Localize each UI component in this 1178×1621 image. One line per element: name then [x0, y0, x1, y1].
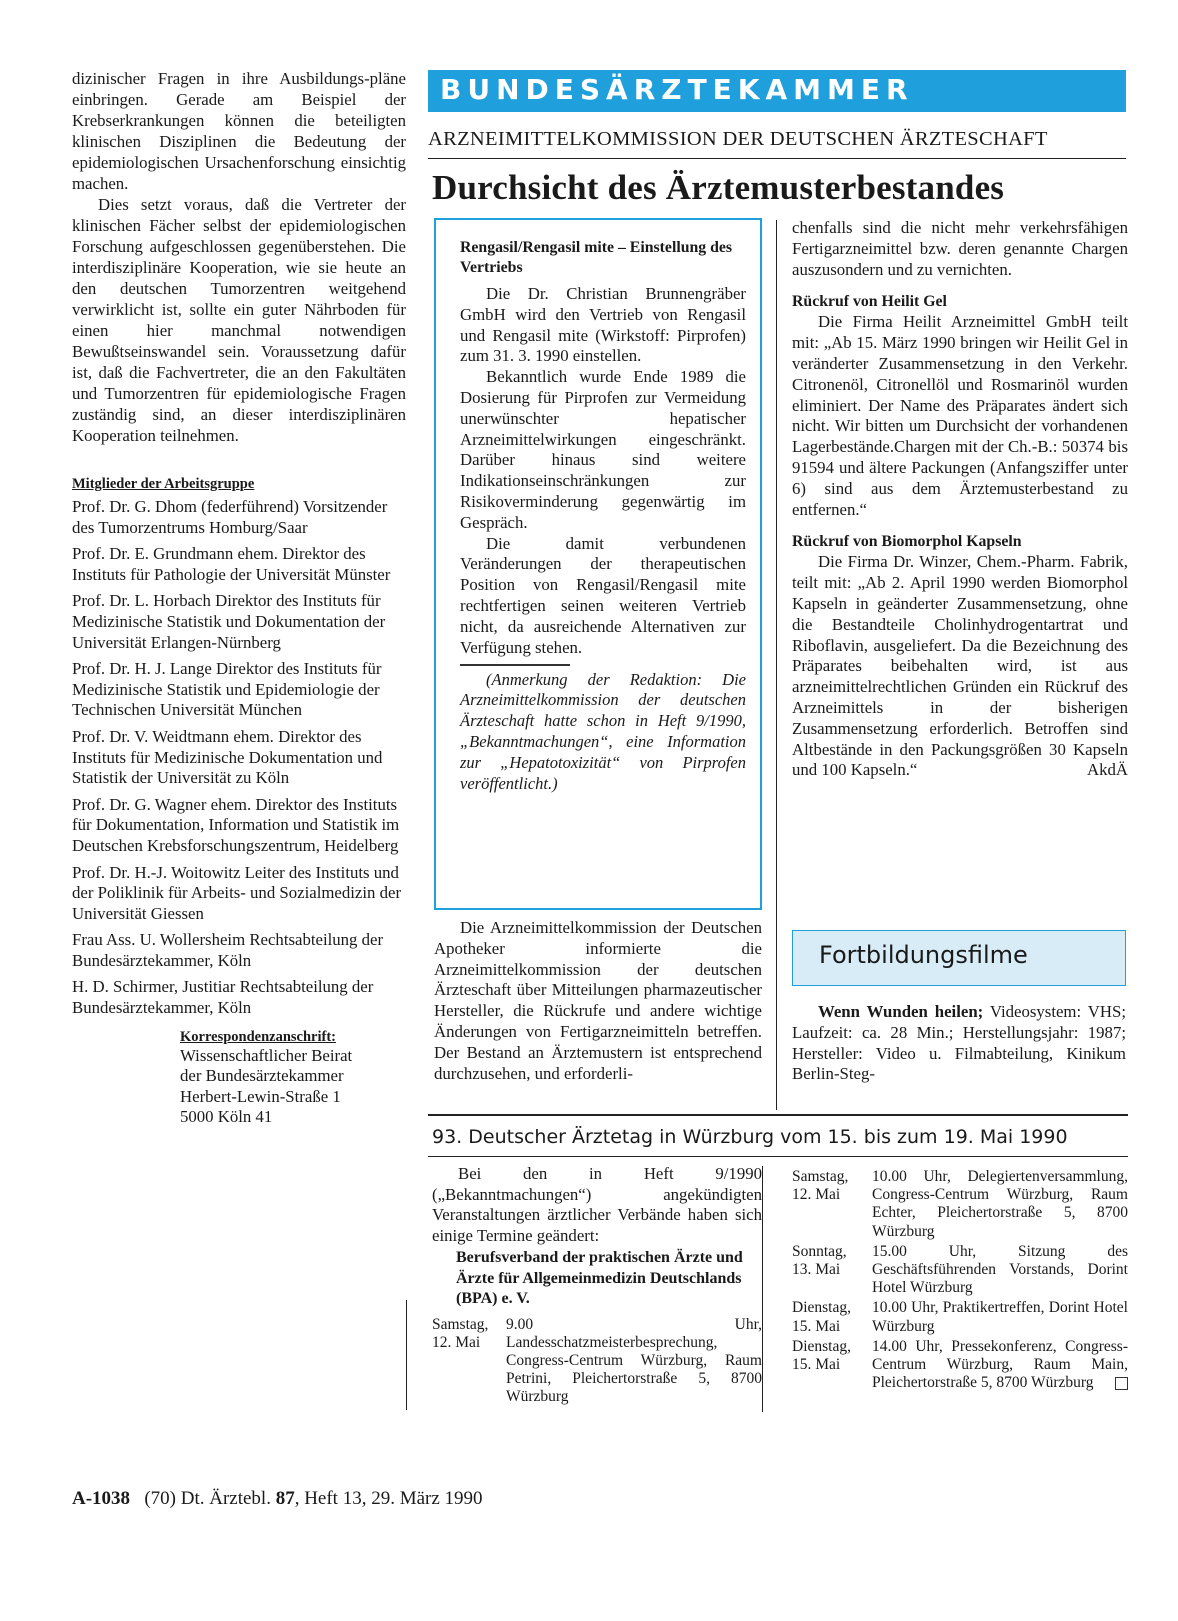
member-entry: Prof. Dr. L. Horbach Direktor des Instituts für Medizinische Statistik und Dokumentation der Universität Erlangen-Nürnberg: [72, 591, 386, 652]
left-column: [72, 68, 406, 1128]
films-title: Fortbildungsfilme: [819, 941, 1028, 969]
divider: [428, 1156, 1128, 1157]
article-body: [434, 918, 762, 1084]
aerztetag-left: [432, 1164, 762, 1407]
divider: [460, 664, 570, 665]
schedule-entry: [792, 1338, 1128, 1393]
member-entry: Prof. Dr. H. J. Lange Direktor des Instituts für Medizinische Statistik und Epidemiologie der Technischen Universität München: [72, 659, 382, 720]
schedule-entry: [792, 1299, 1128, 1335]
schedule-date: 12. Mai: [792, 1186, 841, 1204]
aerztetag-intro: Bei den in Heft 9/1990 („Bekanntmachungen“) angekündigten Veranstaltungen ärztlicher Verbände haben sich einige Termine geändert:: [432, 1164, 762, 1245]
recall-paragraph: Die Firma Heilit Arzneimittel GmbH teilt mit: „Ab 15. März 1990 bringen wir Heilit Gel in veränderter Zusammensetzung in den Verkehr. Citronenöl, Citronellöl und Rosmarinöl wurden eliminiert. Der Name des Präparates ändert sich nicht. Wir bitten um Durchsicht der vorhandenen Lagerbestände.Chargen mit der Ch.-B.: 50374 bis 91594 und ältere Packungen (Anfangsziffer unter 6) sind aus dem Ärztemusterbestand zu entfernen.“: [792, 312, 1128, 519]
commission-title: ARZNEIMITTELKOMMISSION DER DEUTSCHEN ÄRZTESCHAFT: [428, 128, 1048, 150]
correspondence-line: Wissenschaftlicher Beirat: [180, 1045, 353, 1065]
boxed-article: [460, 238, 746, 794]
column-divider: [776, 220, 777, 1110]
members-heading: Mitglieder der Arbeitsgruppe: [72, 476, 255, 492]
correspondence-line: der Bundesärztekammer: [180, 1066, 344, 1086]
member-entry: Prof. Dr. G. Dhom (federführend) Vorsitzender des Tumorzentrums Homburg/Saar: [72, 497, 388, 537]
organization-name: Berufsverband der praktischen Ärzte und Ärzte für Allgemeinmedizin Deutschlands (BPA) e. V.: [456, 1249, 743, 1307]
member-entry: Prof. Dr. V. Weidtmann ehem. Direktor des Instituts für Medizinische Dokumentation und Statistik der Universität zu Köln: [72, 726, 383, 788]
schedule-entry: [792, 1168, 1128, 1241]
member-entry: H. D. Schirmer, Justitiar Rechtsabteilung der Bundesärztekammer, Köln: [72, 977, 374, 1018]
schedule-day: Dienstag,: [792, 1299, 851, 1317]
divider: [428, 158, 1126, 159]
schedule-day: Dienstag,: [792, 1337, 851, 1355]
recall-paragraph: Die Firma Dr. Winzer, Chem.-Pharm. Fabrik, teilt mit: „Ab 2. April 1990 werden Biomorphol Kapseln in geänderter Zusammensetzung, ohne die Bestandteile Cholinhydrogentartrat und Riboflavin, ausgeliefert. Da die Bezeichnung des Präparates beibehalten wird, ist aus arzneimittelrechtlichen Gründen ein Rückruf des Arzneimittels in der bisherigen Zusammensetzung erforderlich. Betroffen sind Altbestände in den Packungsgrößen 30 Kapseln und 100 Kapseln.“: [792, 552, 1128, 780]
end-mark-icon: [1115, 1377, 1128, 1390]
schedule-text: 10.00 Uhr, Praktikertreffen, Dorint Hotel Würzburg: [872, 1299, 1128, 1335]
headline: Durchsicht des Ärztemusterbestandes: [432, 168, 1005, 207]
recall-heading: Rückruf von Biomorphol Kapseln: [792, 533, 1022, 551]
signature: AkdÄ: [1086, 760, 1128, 780]
divider: [428, 1114, 1128, 1116]
member-entry: Prof. Dr. G. Wagner ehem. Direktor des Instituts für Dokumentation, Information und Statistik im Deutschen Krebsforschungszentrum, Heidelberg: [72, 794, 400, 855]
schedule-text: 9.00 Uhr, Landesschatzmeisterbesprechung, Congress-Centrum Würzburg, Raum Petrini, Pleichertorstraße 5, 8700 Würzburg: [506, 1315, 762, 1406]
film-entry: [792, 1002, 1126, 1085]
films-section-header: [792, 930, 1126, 986]
aerztetag-right: [792, 1168, 1128, 1394]
article-paragraph: Die Arzneimittelkommission der Deutschen Apotheker informierte die Arzneimittelkommission der deutschen Ärzteschaft über Mitteilungen pharmazeutischer Hersteller, die Rückrufe und andere wichtige Änderungen von Fertigarzneimitteln betreffen. Der Bestand an Ärztemustern ist entsprechend durchzusehen, und erforderli-: [434, 918, 762, 1083]
schedule-day: Samstag,: [792, 1168, 849, 1185]
section-banner: [428, 70, 1126, 112]
box-heading: Rengasil/Rengasil mite – Einstellung des Vertriebs: [460, 239, 733, 276]
box-paragraph: Die Dr. Christian Brunnengräber GmbH wird den Vertrieb von Rengasil und Rengasil mite (Wirkstoff: Pirprofen) zum 31. 3. 1990 einstellen.: [460, 284, 746, 366]
member-entry: Frau Ass. U. Wollersheim Rechtsabteilung der Bundesärztekammer, Köln: [72, 930, 384, 970]
footer-text: , Heft 13, 29. März 1990: [294, 1488, 483, 1509]
right-column: [792, 218, 1128, 781]
article-paragraph: chenfalls sind die nicht mehr verkehrsfähigen Fertigarzneimittel bzw. deren genannte Chargen auszusondern und zu vernichten.: [792, 218, 1128, 279]
schedule-day: Samstag,: [432, 1315, 489, 1333]
correspondence-heading: Korrespondenzanschrift:: [180, 1028, 337, 1045]
intro-paragraph: dizinischer Fragen in ihre Ausbildungs-pläne einbringen. Gerade am Beispiel der Krebserkrankungen können die beteiligten klinischen Disziplinen die Bedeutung der epidemiologischen Ursachenforschung einsichtig machen.: [72, 69, 406, 193]
page-number: A-1038: [72, 1488, 131, 1509]
schedule-date: 13. Mai: [792, 1261, 841, 1279]
member-entry: Prof. Dr. H.-J. Woitowitz Leiter des Instituts und der Poliklinik für Arbeits- und Sozialmedizin der Universität Giessen: [72, 862, 402, 923]
schedule-text: 14.00 Uhr, Pressekonferenz, Congress-Centrum Würzburg, Raum Main, Pleichertorstraße 5, 8700 Würzburg: [872, 1337, 1128, 1392]
intro-paragraph: Dies setzt voraus, daß die Vertreter der klinischen Fächer selbst der epidemiologischen Forschung aufgeschlossen gegenüberstehen. Die interdisziplinäre Kooperation, wie sie heute an den deutschen Tumorzentren weitgehend verwirklicht ist, sollte ein guter Nährboden für einen hier manchmal notwendigen Bewußtseinswandel sein. Voraussetzung dafür ist, daß die Fachvertreter, die an den Fakultäten und Tumorzentren für epidemiologische Fragen zuständig sind, an dieser interdisziplinären Kooperation teilnehmen.: [72, 195, 406, 445]
film-details: Videosystem: VHS; Laufzeit: ca. 28 Min.; Herstellungsjahr: 1987; Hersteller: Video u. Filmabteilung, Kinikum Berlin-Steg-: [792, 1002, 1126, 1084]
film-title: Wenn Wunden heilen;: [818, 1002, 984, 1021]
schedule-day: Sonntag,: [792, 1242, 847, 1260]
schedule-text: 15.00 Uhr, Sitzung des Geschäftsführenden Vorstands, Dorint Hotel Würzburg: [872, 1242, 1128, 1297]
correspondence-line: 5000 Köln 41: [180, 1107, 273, 1127]
column-divider: [762, 1166, 763, 1412]
footer-text: (70) Dt. Ärztebl.: [144, 1488, 276, 1509]
schedule-entry: [792, 1243, 1128, 1298]
schedule-entry: [432, 1316, 762, 1407]
column-divider: [406, 1300, 407, 1410]
volume-number: 87: [275, 1488, 295, 1509]
aerztetag-title: 93. Deutscher Ärztetag in Würzburg vom 15. bis zum 19. Mai 1990: [432, 1126, 1068, 1148]
banner-title: BUNDESÄRZTEKAMMER: [440, 73, 914, 106]
correspondence-line: Herbert-Lewin-Straße 1: [180, 1086, 341, 1106]
page-footer: [72, 1488, 483, 1510]
editor-note: (Anmerkung der Redaktion: Die Arzneimittelkommission der deutschen Ärzteschaft hatte schon in Heft 9/1990, „Bekanntmachungen“, eine Information zur „Hepatotoxizität“ von Pirprofen veröffentlicht.): [460, 669, 746, 793]
box-paragraph: Bekanntlich wurde Ende 1989 die Dosierung für Pirprofen zur Vermeidung unerwünschter hepatischer Arzneimittelwirkungen eingeschränkt. Darüber hinaus sind weitere Indikationseinschränkungen zur Risikoverminderung gegenwärtig im Gespräch.: [460, 367, 746, 532]
recall-heading: Rückruf von Heilit Gel: [792, 293, 947, 311]
schedule-date: 15. Mai: [792, 1317, 841, 1335]
schedule-text: 10.00 Uhr, Delegiertenversammlung, Congress-Centrum Würzburg, Raum Echter, Pleichertorstraße 5, 8700 Würzburg: [872, 1168, 1128, 1240]
schedule-date: 12. Mai: [432, 1333, 481, 1351]
member-entry: Prof. Dr. E. Grundmann ehem. Direktor des Instituts für Pathologie der Universität Münster: [72, 544, 391, 584]
box-paragraph: Die damit verbundenen Veränderungen der therapeutischen Position von Rengasil/Rengasil mite rechtfertigen seinen weiteren Vertrieb nicht, da ausreichende Alternativen zur Verfügung stehen.: [460, 533, 746, 657]
schedule-date: 15. Mai: [792, 1356, 841, 1374]
members-list: [72, 497, 406, 1019]
